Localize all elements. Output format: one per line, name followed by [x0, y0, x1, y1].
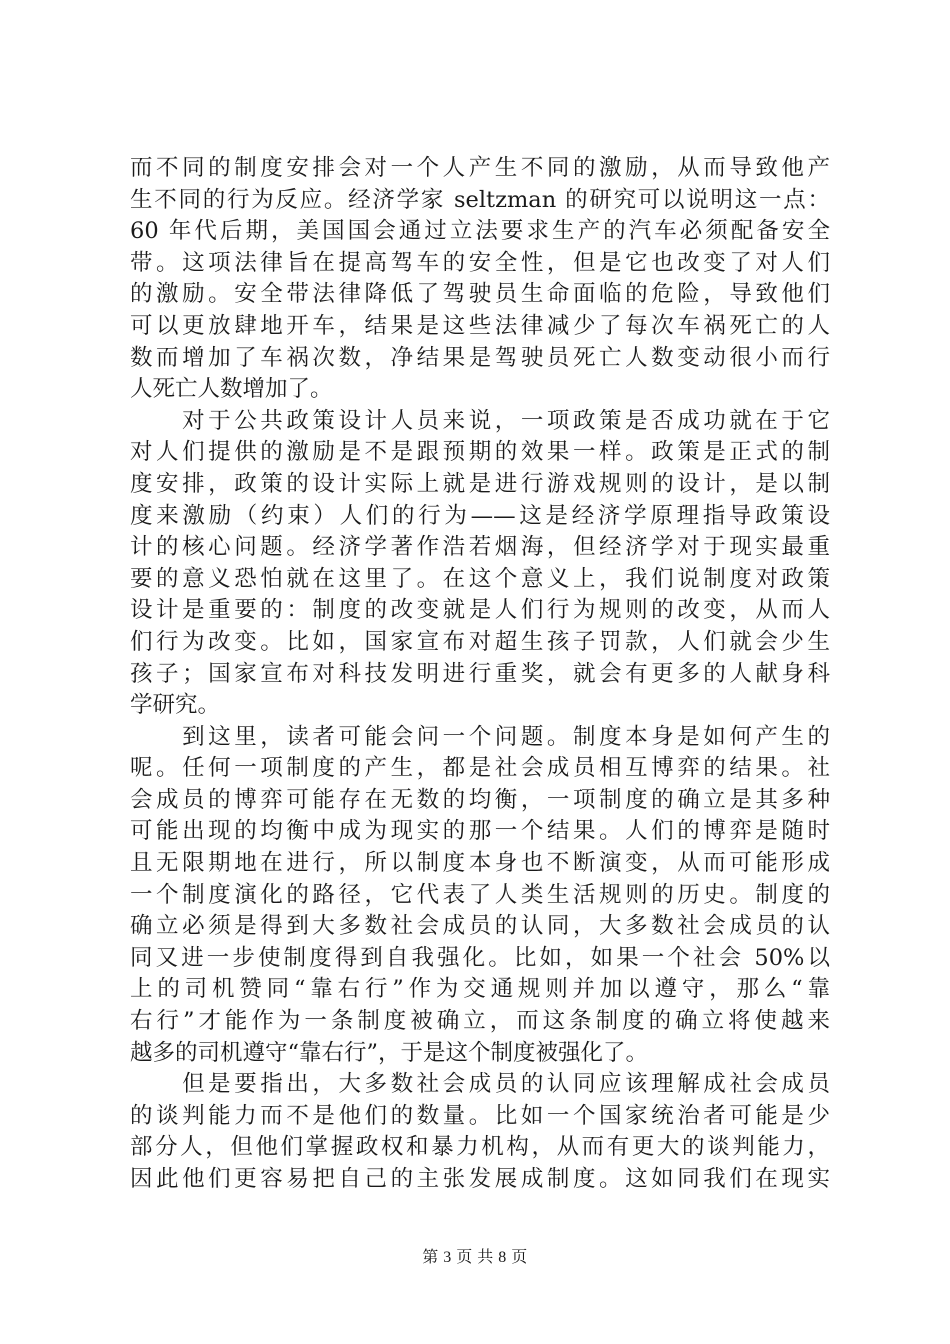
- text-line: 到这里，读者可能会问一个问题。制度本身是如何产生的: [130, 723, 830, 750]
- text-line: 上的司机赞同“靠右行”作为交通规则并加以遵守，那么“靠: [130, 976, 830, 1003]
- text-line: 可能出现的均衡中成为现实的那一个结果。人们的博弈是随时: [130, 818, 830, 845]
- text-line: 但是要指出，大多数社会成员的认同应该理解成社会成员: [130, 1071, 830, 1098]
- text-line: 孩子；国家宣布对科技发明进行重奖，就会有更多的人献身科: [130, 660, 830, 687]
- text-line: 的激励。安全带法律降低了驾驶员生命面临的危险，导致他们: [130, 281, 830, 308]
- text-line: 度安排，政策的设计实际上就是进行游戏规则的设计，是以制: [130, 470, 830, 497]
- text-line: 对人们提供的激励是不是跟预期的效果一样。政策是正式的制: [130, 439, 830, 466]
- text-line: 们行为改变。比如，国家宣布对超生孩子罚款，人们就会少生: [130, 628, 830, 655]
- text-line: 设计是重要的：制度的改变就是人们行为规则的改变，从而人: [130, 597, 830, 624]
- text-line: 因此他们更容易把自己的主张发展成制度。这如同我们在现实: [130, 1166, 830, 1192]
- text-line: 右行”才能作为一条制度被确立，而这条制度的确立将使越来: [130, 1008, 830, 1035]
- body-text: [130, 153, 830, 1196]
- text-line: 生不同的行为反应。经济学家 seltzman 的研究可以说明这一点：: [130, 186, 830, 213]
- text-line: 而不同的制度安排会对一个人产生不同的激励，从而导致他产: [130, 155, 830, 181]
- text-line: 越多的司机遵守“靠右行”，于是这个制度被强化了。: [130, 1039, 649, 1066]
- text-line: 同又进一步使制度得到自我强化。比如，如果一个社会 50%以: [130, 944, 830, 971]
- text-line: 带。这项法律旨在提高驾车的安全性，但是它也改变了对人们: [130, 249, 830, 276]
- text-line: 数而增加了车祸次数，净结果是驾驶员死亡人数变动很小而行: [130, 344, 830, 371]
- text-line: 60 年代后期，美国国会通过立法要求生产的汽车必须配备安全: [130, 218, 830, 245]
- text-line: 且无限期地在进行，所以制度本身也不断演变，从而可能形成: [130, 850, 830, 877]
- text-line: 学研究。: [130, 692, 221, 719]
- text-line: 对于公共政策设计人员来说，一项政策是否成功就在于它: [130, 407, 830, 434]
- text-line: 确立必须是得到大多数社会成员的认同，大多数社会成员的认: [130, 913, 830, 940]
- text-line: 部分人，但他们掌握政权和暴力机构，从而有更大的谈判能力，: [130, 1134, 830, 1161]
- text-line: 度来激励（约束）人们的行为——这是经济学原理指导政策设: [130, 502, 830, 529]
- text-line: 计的核心问题。经济学著作浩若烟海，但经济学对于现实最重: [130, 534, 830, 561]
- page-footer: 第 3 页 共 8 页: [422, 1249, 528, 1266]
- text-line: 会成员的博弈可能存在无数的均衡，一项制度的确立是其多种: [130, 786, 830, 813]
- text-line: 要的意义恐怕就在这里了。在这个意义上，我们说制度对政策: [130, 565, 830, 592]
- text-line: 一个制度演化的路径，它代表了人类生活规则的历史。制度的: [130, 881, 830, 908]
- text-line: 的谈判能力而不是他们的数量。比如一个国家统治者可能是少: [130, 1102, 830, 1129]
- text-line: 人死亡人数增加了。: [130, 376, 333, 403]
- text-line: 可以更放肆地开车，结果是这些法律减少了每次车祸死亡的人: [130, 312, 830, 339]
- text-line: 呢。任何一项制度的产生，都是社会成员相互博弈的结果。社: [130, 755, 830, 782]
